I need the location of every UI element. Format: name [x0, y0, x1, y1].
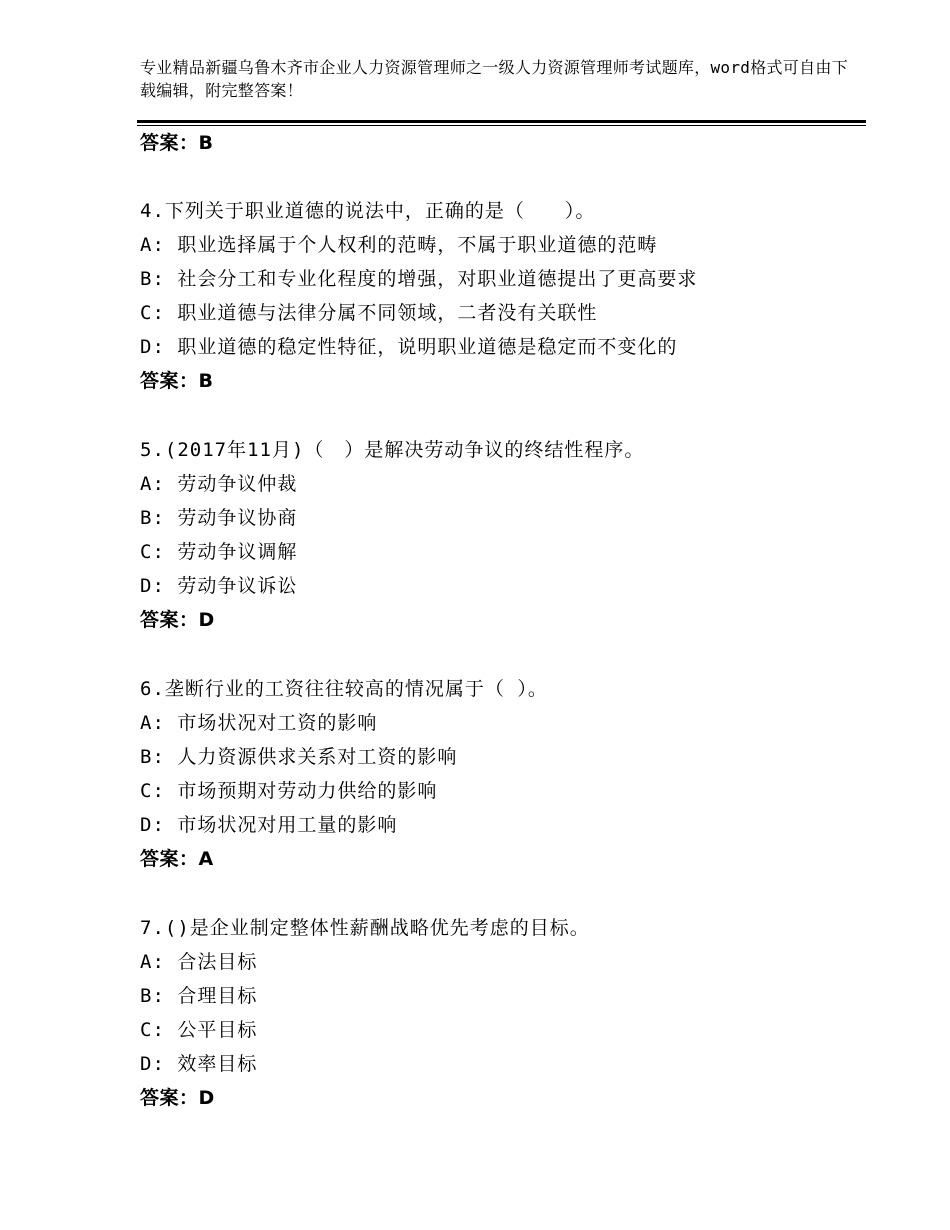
question-option: B: 劳动争议协商 — [140, 507, 298, 529]
question-option: A: 市场状况对工资的影响 — [140, 712, 378, 734]
question-option: C: 市场预期对劳动力供给的影响 — [140, 780, 438, 802]
question-stem: 6.垄断行业的工资往往较高的情况属于（ ）。 — [140, 678, 548, 700]
question-option: C: 职业道德与法律分属不同领域，二者没有关联性 — [140, 302, 598, 324]
question-answer: 答案：B — [140, 370, 214, 392]
question-stem: 5.(2017年11月)（ ）是解决劳动争议的终结性程序。 — [140, 439, 645, 461]
question-option: D: 劳动争议诉讼 — [140, 575, 298, 597]
header-divider-thin — [137, 125, 866, 126]
question-option: D: 职业道德的稳定性特征，说明职业道德是稳定而不变化的 — [140, 336, 678, 358]
question-option: C: 公平目标 — [140, 1019, 258, 1041]
question-option: A: 合法目标 — [140, 951, 258, 973]
question-option: D: 市场状况对用工量的影响 — [140, 814, 398, 836]
question-answer: 答案：D — [140, 609, 215, 631]
previous-answer: 答案：B — [140, 132, 214, 154]
question-option: A: 劳动争议仲裁 — [140, 473, 298, 495]
question-stem: 7.()是企业制定整体性薪酬战略优先考虑的目标。 — [140, 917, 590, 939]
question-option: D: 效率目标 — [140, 1053, 258, 1075]
question-answer: 答案：D — [140, 1087, 215, 1109]
question-option: C: 劳动争议调解 — [140, 541, 298, 563]
question-stem: 4.下列关于职业道德的说法中，正确的是（ ）。 — [140, 200, 596, 222]
question-option: A: 职业选择属于个人权利的范畴，不属于职业道德的范畴 — [140, 234, 658, 256]
question-answer: 答案：A — [140, 848, 214, 870]
header-divider-thick — [137, 120, 866, 123]
question-option: B: 社会分工和专业化程度的增强，对职业道德提出了更高要求 — [140, 268, 698, 290]
document-header: 专业精品新疆乌鲁木齐市企业人力资源管理师之一级人力资源管理师考试题库，word格式可自由下载编辑，附完整答案！ — [140, 58, 849, 100]
question-option: B: 合理目标 — [140, 985, 258, 1007]
question-option: B: 人力资源供求关系对工资的影响 — [140, 746, 458, 768]
